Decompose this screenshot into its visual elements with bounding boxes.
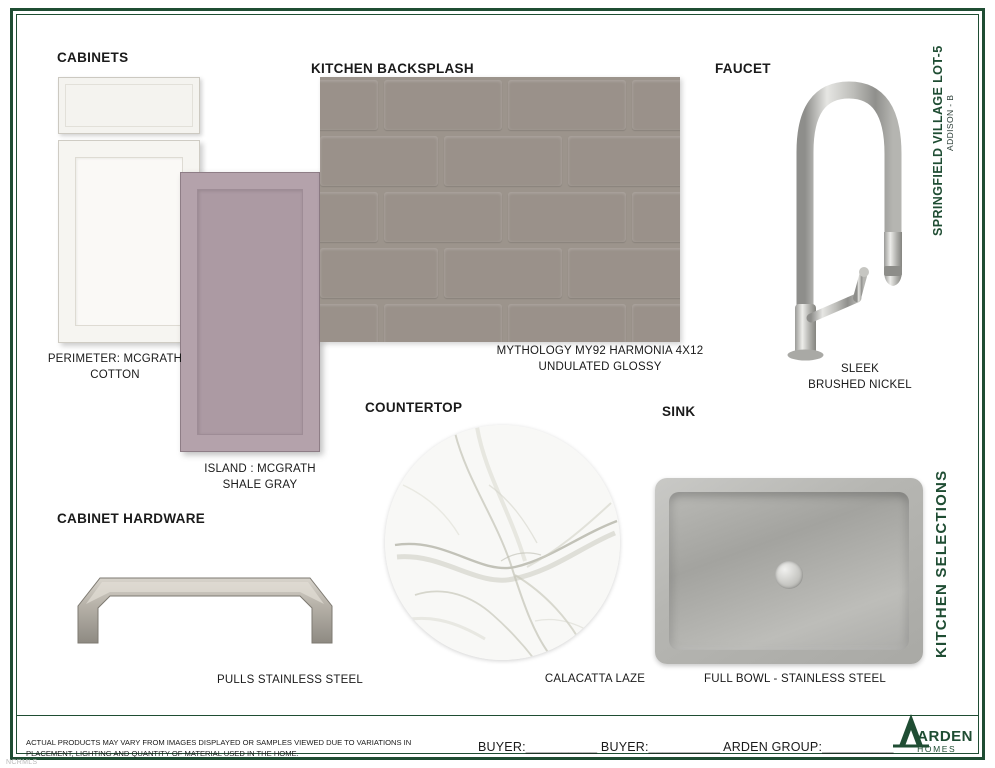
cabinet-pull-image xyxy=(60,548,360,663)
sink-image xyxy=(655,478,923,664)
countertop-caption: CALACATTA LAZE xyxy=(544,673,646,685)
disclaimer-text xyxy=(26,737,476,760)
backsplash-tile-sample xyxy=(320,77,680,342)
plan-subtitle: ADDISON - B xyxy=(945,94,955,151)
faucet-caption-line2: BRUSHED NICKEL xyxy=(808,378,912,391)
arden-logo-text xyxy=(873,729,973,754)
countertop-quartz-sample xyxy=(385,425,620,660)
footer-divider xyxy=(16,715,979,716)
cabinet-hardware-caption: PULLS STAINLESS STEEL xyxy=(217,674,363,686)
cabinet-perimeter-caption xyxy=(20,352,210,383)
section-title: KITCHEN SELECTIONS xyxy=(933,469,950,658)
cabinet-perimeter-caption-line2: COTTON xyxy=(90,368,140,381)
backsplash-caption xyxy=(420,344,780,375)
faucet-heading: FAUCET xyxy=(715,61,771,76)
cabinet-white-upper-sample xyxy=(58,77,200,134)
cabinets-heading: CABINETS xyxy=(57,50,129,65)
cabinet-island-caption-line1: ISLAND : MCGRATH xyxy=(204,463,316,475)
faucet-image xyxy=(745,62,905,362)
cabinet-island-caption-line2: SHALE GRAY xyxy=(222,478,298,491)
logo-name: ARDEN xyxy=(917,728,973,746)
sink-drain xyxy=(775,561,803,589)
cabinet-perimeter-caption-line1: PERIMETER: MCGRATH xyxy=(47,353,183,365)
cabinet-island-caption xyxy=(165,462,355,493)
disclaimer-line1: ACTUAL PRODUCTS MAY VARY FROM IMAGES DISPLAYED OR SAMPLES VIEWED DUE TO VARIATIONS IN xyxy=(26,738,412,747)
signature-line: BUYER:__________ BUYER:__________ ARDEN GROUP:__________ xyxy=(478,740,894,754)
logo-sub: HOMES xyxy=(917,744,957,755)
countertop-heading: COUNTERTOP xyxy=(365,400,463,415)
backsplash-caption-line2: UNDULATED GLOSSY xyxy=(538,360,662,373)
cabinet-white-door-sample xyxy=(58,140,200,343)
sink-caption: FULL BOWL - STAINLESS STEEL xyxy=(704,673,886,685)
cabinet-hardware-heading: CABINET HARDWARE xyxy=(57,511,206,526)
faucet-caption-line1: SLEEK xyxy=(840,363,880,375)
disclaimer-line2: PLACEMENT, LIGHTING AND QUANTITY OF MATERIAL USED IN THE HOME. xyxy=(26,749,299,759)
backsplash-caption-line1: MYTHOLOGY MY92 HARMONIA 4X12 xyxy=(496,345,704,357)
watermark: NCRMLS xyxy=(6,759,38,766)
backsplash-heading: KITCHEN BACKSPLASH xyxy=(311,61,474,76)
faucet-caption xyxy=(750,362,970,393)
project-title: SPRINGFIELD VILLAGE LOT-5 xyxy=(931,45,945,236)
cabinet-gray-door-sample xyxy=(180,172,320,452)
sink-heading: SINK xyxy=(662,404,696,419)
